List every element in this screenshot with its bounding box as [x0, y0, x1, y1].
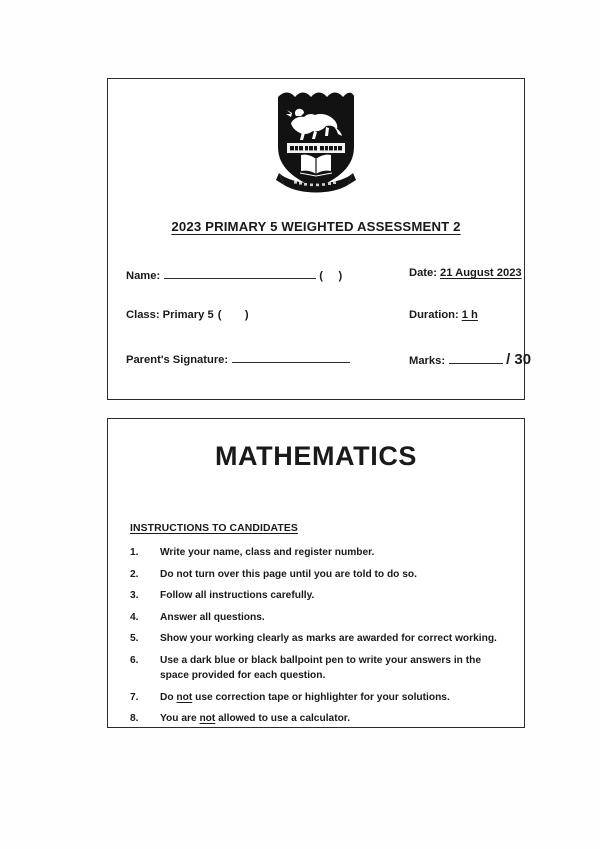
candidate-fields	[126, 267, 532, 393]
instruction-number: 6.	[130, 654, 139, 666]
instruction-text: Do not use correction tape or highlighter for your solutions.	[160, 691, 450, 703]
school-crest-container	[108, 89, 524, 193]
instruction-text: Show your working clearly as marks are awarded for correct working.	[160, 633, 497, 645]
instructions-list	[130, 545, 506, 733]
list-item	[130, 690, 506, 705]
parents-signature-label: Parent's Signature:	[126, 354, 229, 366]
date-field-group	[409, 267, 522, 279]
duration-field-group	[409, 309, 478, 321]
list-item	[130, 653, 506, 683]
instruction-number: 5.	[130, 633, 139, 645]
instruction-number: 4.	[130, 611, 139, 623]
instruction-text: You are not allowed to use a calculator.	[160, 713, 351, 725]
marks-label: Marks:	[409, 355, 446, 367]
duration-value: 1 h	[461, 309, 478, 321]
school-crest-shield-icon	[274, 89, 358, 193]
class-field-group	[126, 309, 249, 321]
instruction-number: 1.	[130, 547, 139, 558]
name-field-group	[126, 267, 343, 282]
name-index-close-paren: )	[338, 270, 343, 282]
instruction-number: 2.	[130, 568, 139, 580]
instructions-heading: INSTRUCTIONS TO CANDIDATES	[130, 523, 298, 534]
duration-label: Duration:	[409, 309, 459, 321]
instruction-emphasis: not	[199, 713, 216, 725]
subject-heading: MATHEMATICS	[214, 441, 418, 471]
field-row-signature-marks	[126, 351, 532, 393]
name-label: Name:	[126, 270, 161, 282]
date-value: 21 August 2023	[439, 267, 522, 279]
cover-header-box	[107, 78, 532, 400]
field-row-name-date	[126, 267, 522, 309]
date-label: Date:	[409, 267, 437, 279]
instruction-text: Use a dark blue or black ballpoint pen to write your answers in the space provided for each question.	[160, 654, 481, 682]
instruction-text: Follow all instructions carefully.	[160, 590, 315, 602]
list-item	[130, 631, 506, 646]
instruction-text: Write your name, class and register number.	[160, 547, 375, 558]
marks-field-group	[409, 351, 531, 368]
parents-signature-field-group	[126, 351, 352, 366]
instruction-number: 8.	[130, 713, 139, 725]
name-input[interactable]	[164, 267, 316, 279]
page-title: 2023 PRIMARY 5 WEIGHTED ASSESSMENT 2	[171, 219, 461, 234]
class-open-paren: (	[217, 309, 222, 321]
instructions-box	[107, 418, 525, 728]
list-item	[130, 545, 506, 560]
class-close-paren: )	[244, 309, 250, 321]
instruction-emphasis: not	[176, 691, 193, 703]
marks-total: / 30	[506, 351, 532, 368]
class-label: Class: Primary 5	[126, 309, 214, 321]
marks-input[interactable]	[449, 352, 503, 364]
parents-signature-input[interactable]	[232, 351, 350, 363]
instruction-text: Answer all questions.	[160, 611, 265, 623]
list-item	[130, 711, 506, 726]
list-item	[130, 610, 506, 625]
list-item	[130, 588, 506, 603]
instruction-text: Do not turn over this page until you are told to do so.	[160, 568, 417, 580]
field-row-class-duration	[126, 309, 510, 351]
instruction-number: 7.	[130, 691, 139, 703]
name-index-open-paren: (	[319, 270, 324, 282]
list-item	[130, 567, 506, 582]
instruction-number: 3.	[130, 590, 139, 602]
